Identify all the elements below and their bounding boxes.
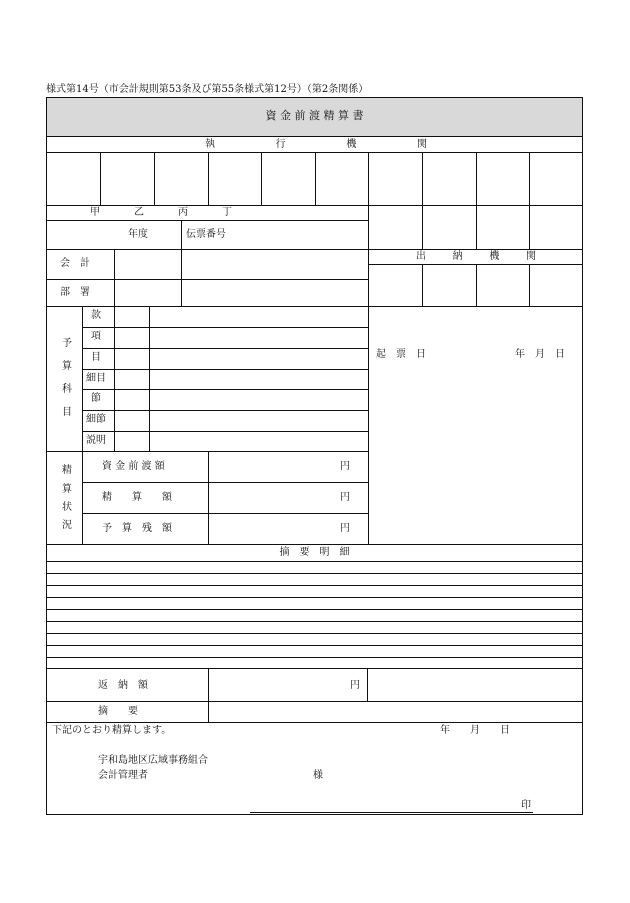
- execution-header: [205, 139, 427, 151]
- rule: [422, 264, 423, 306]
- rule: [476, 264, 477, 306]
- suitou-header: [416, 251, 536, 263]
- rule: [315, 152, 316, 205]
- yosan-item: 項: [91, 331, 101, 342]
- yosan-item: 目: [91, 352, 101, 363]
- kou-otsu-labels: [90, 207, 232, 219]
- rule: [46, 544, 583, 545]
- rule: [46, 585, 583, 586]
- henno-label: 返 納 額: [98, 680, 148, 691]
- henno-box: [46, 668, 368, 702]
- rule: [46, 722, 583, 723]
- yosan-char: 算: [62, 361, 72, 372]
- nendo-label: 年度: [128, 229, 148, 240]
- header-char: 関: [525, 251, 536, 262]
- tei-label: 丁: [222, 207, 232, 218]
- rule: [46, 609, 583, 610]
- rule: [181, 249, 182, 306]
- rule: [82, 327, 368, 328]
- yosan-item: 節: [91, 393, 101, 404]
- kihyou-label: 起 票 日: [376, 349, 426, 360]
- yosan-item: 細目: [86, 373, 106, 384]
- seisan-row-unit: 円: [340, 461, 350, 472]
- sama-label: 様: [313, 770, 323, 781]
- rule: [529, 152, 530, 249]
- rule: [82, 389, 368, 390]
- rule: [82, 431, 368, 432]
- seisan-char: 精: [62, 465, 72, 476]
- yosan-char: 科: [62, 384, 72, 395]
- rule: [114, 249, 115, 306]
- rule: [100, 152, 101, 205]
- seisan-row-unit: 円: [340, 523, 350, 534]
- seisan-row-unit: 円: [340, 492, 350, 503]
- rule: [82, 369, 368, 370]
- rule: [114, 306, 115, 451]
- rule: [46, 249, 583, 250]
- header-char: 出: [416, 251, 426, 262]
- rule: [46, 220, 368, 221]
- rule: [476, 152, 477, 249]
- rule: [46, 561, 583, 562]
- rule: [82, 482, 368, 483]
- seisan-row-label: 資 金 前 渡 額: [102, 461, 165, 472]
- organization: 宇和島地区広域事務組合: [98, 755, 208, 766]
- seisan-char: 状: [62, 502, 72, 513]
- header-char: 行: [275, 139, 286, 150]
- kaikei-label: 会 計: [60, 258, 90, 269]
- statement-date: 年 月 日: [440, 725, 510, 736]
- form-title: 資 金 前 渡 精 算 書: [265, 109, 364, 122]
- seisan-row-label: 精 算 額: [102, 492, 172, 503]
- rule: [46, 645, 583, 646]
- statement: 下記のとおり精算します。: [52, 725, 172, 736]
- rule: [529, 264, 530, 306]
- manager-label: 会計管理者: [98, 770, 148, 781]
- rule: [46, 306, 583, 307]
- yosan-item: 説明: [86, 435, 106, 446]
- tekiyou-label: 摘 要: [98, 706, 138, 717]
- tekiyou-meisai-header: 摘 要 明 細: [279, 547, 350, 558]
- kou-label: 甲: [90, 207, 100, 218]
- busho-label: 部 署: [60, 287, 90, 298]
- rule: [422, 152, 423, 249]
- rule: [46, 205, 583, 206]
- header-char: 関: [416, 139, 427, 150]
- signature-line: [250, 812, 533, 813]
- rule: [82, 513, 368, 514]
- header-char: 執: [205, 139, 215, 150]
- rule: [46, 573, 583, 574]
- yosan-char: 予: [62, 338, 72, 349]
- seisan-row-label: 予 算 残 額: [102, 523, 172, 534]
- rule: [46, 657, 583, 658]
- header-char: 機: [489, 251, 500, 262]
- otsu-label: 乙: [134, 207, 144, 218]
- seisan-char: 算: [62, 484, 72, 495]
- rule: [208, 152, 209, 205]
- rule: [82, 410, 368, 411]
- rule: [149, 306, 150, 451]
- rule: [46, 597, 583, 598]
- hei-label: 丙: [178, 207, 188, 218]
- yosan-item: 款: [91, 310, 101, 321]
- henno-unit: 円: [350, 680, 360, 691]
- denpyo-label: 伝票番号: [186, 229, 226, 240]
- rule: [154, 152, 155, 205]
- yosan-item: 細節: [86, 414, 106, 425]
- rule: [208, 668, 209, 722]
- yosan-char: 目: [62, 407, 72, 418]
- rule: [46, 451, 368, 452]
- header-char: 機: [346, 139, 357, 150]
- rule: [46, 633, 583, 634]
- seisan-char: 況: [62, 520, 72, 531]
- rule: [82, 306, 83, 544]
- header-char: 納: [452, 251, 463, 262]
- rule: [82, 348, 368, 349]
- form-reference: 様式第14号（市会計規則第53条及び第55条様式第12号）（第2条関係）: [46, 84, 369, 95]
- rule: [208, 451, 209, 544]
- rule: [46, 621, 583, 622]
- kihyou-date: 年 月 日: [515, 349, 565, 360]
- rule: [46, 279, 368, 280]
- rule: [181, 220, 182, 249]
- rule: [368, 152, 369, 544]
- seal-label: 印: [521, 800, 531, 811]
- rule: [46, 136, 583, 137]
- rule: [261, 152, 262, 205]
